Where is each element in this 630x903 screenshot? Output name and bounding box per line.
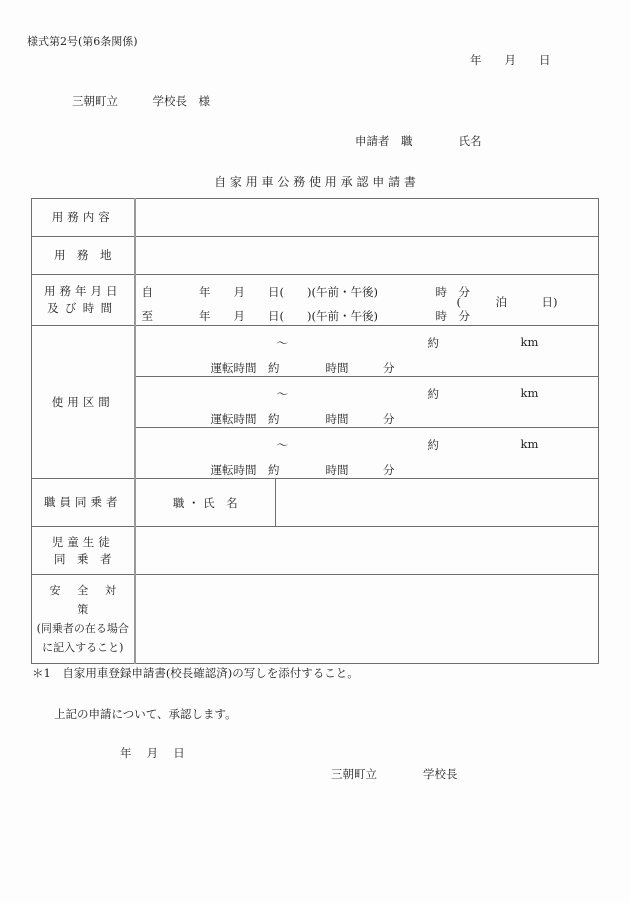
student-passengers-field[interactable] [135,527,599,575]
segment-km: km [520,386,539,400]
segment-drive-time[interactable]: 運転時間 約 時間 分 [210,412,395,426]
segment-drive-time[interactable]: 運転時間 約 時間 分 [210,463,395,477]
business-datetime-label: 用務年月日 及び時間 [32,275,135,326]
usage-segment-2[interactable] [135,377,599,428]
safety-measures-label: 安 全 対 策 (同乗者の在る場合 に記入すること) [32,575,135,664]
staff-passengers-field[interactable] [276,479,599,527]
business-content-label: 用務内容 [32,199,135,237]
datetime-from[interactable]: 自 年 月 日( )(午前・午後) 時 分 [141,285,470,299]
student-passengers-label: 児童生徒 同 乗 者 [32,527,135,575]
attachment-note: ＊1 自家用車登録申請書(校長確認済)の写しを添付すること。 [32,666,359,680]
row-business-content [32,199,599,237]
business-place-field[interactable] [135,237,599,275]
staff-passengers-label: 職員同乗者 [32,479,135,527]
document-title: 自 家 用 車 公 務 使 用 承 認 申 請 書 [214,175,416,189]
segment-about: 約 [427,387,439,401]
applicant-field[interactable]: 申請者 職 氏名 [355,134,482,148]
row-staff-passengers [32,479,599,527]
application-date[interactable]: 年 月 日 [470,53,551,67]
application-table [31,198,599,664]
row-business-datetime [32,275,599,326]
business-place-label: 用 務 地 [32,237,135,275]
row-business-place [32,237,599,275]
segment-tilde: ～ [276,387,288,401]
usage-segment-1[interactable] [135,326,599,377]
segment-about: 約 [427,336,439,350]
segment-drive-time[interactable]: 運転時間 約 時間 分 [210,361,395,375]
business-content-field[interactable] [135,199,599,237]
segment-tilde: ～ [276,336,288,350]
usage-segment-3[interactable] [135,428,599,479]
row-safety-measures [32,575,599,664]
approval-date[interactable]: 年 月 日 [120,746,185,760]
business-datetime-field[interactable] [135,275,599,326]
staff-passengers-sublabel: 職 ・ 氏 名 [135,479,276,527]
stay-duration[interactable]: ( 泊 日) [456,295,558,309]
addressee: 三朝町立 学校長 様 [72,94,210,108]
form-number: 様式第2号(第6条関係) [27,35,138,48]
row-student-passengers [32,527,599,575]
segment-about: 約 [427,438,439,452]
safety-measures-field[interactable] [135,575,599,664]
row-usage-segment-1 [32,326,599,377]
segment-km: km [520,437,539,451]
datetime-to[interactable]: 至 年 月 日( )(午前・午後) 時 分 [141,309,470,323]
segment-tilde: ～ [276,438,288,452]
approval-statement: 上記の申請について、承認します。 [54,707,237,721]
segment-km: km [520,335,539,349]
usage-section-label: 使用区間 [32,326,135,479]
principal-signature: 三朝町立 学校長 [331,767,458,781]
